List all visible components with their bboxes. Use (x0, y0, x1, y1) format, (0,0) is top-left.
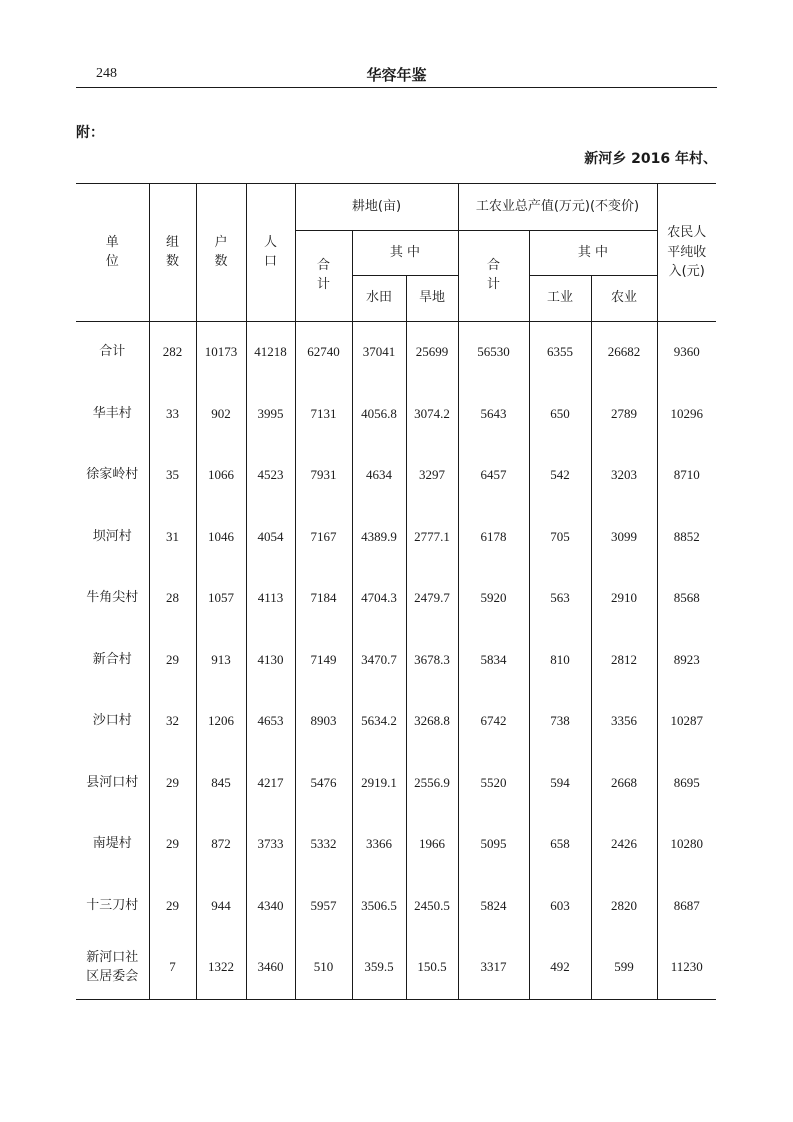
cell-output-total: 6178 (458, 507, 529, 569)
cell-groups: 29 (149, 876, 196, 938)
cell-unit: 华丰村 (76, 384, 149, 446)
header-groups: 组数 (149, 184, 196, 322)
cell-income: 11230 (657, 937, 716, 999)
cell-dry-land: 1966 (406, 814, 458, 876)
cell-industry: 594 (529, 753, 591, 815)
cell-paddy: 3470.7 (352, 630, 406, 692)
cell-farmland-total: 7184 (295, 568, 352, 630)
header-dry-land: 旱地 (406, 276, 458, 322)
table-row (76, 937, 716, 999)
cell-agriculture: 3356 (591, 691, 657, 753)
cell-groups: 33 (149, 384, 196, 446)
cell-dry-land: 3074.2 (406, 384, 458, 446)
cell-households: 1066 (196, 445, 246, 507)
cell-income: 8687 (657, 876, 716, 938)
cell-agriculture: 3203 (591, 445, 657, 507)
table-body (76, 322, 716, 1000)
cell-farmland-total: 5476 (295, 753, 352, 815)
table-row (76, 507, 716, 569)
cell-groups: 7 (149, 937, 196, 999)
cell-population: 4113 (246, 568, 295, 630)
table-row (76, 691, 716, 753)
header-agriculture: 农业 (591, 276, 657, 322)
cell-groups: 29 (149, 814, 196, 876)
cell-agriculture: 599 (591, 937, 657, 999)
cell-population: 4653 (246, 691, 295, 753)
table-row (76, 322, 716, 384)
cell-dry-land: 2479.7 (406, 568, 458, 630)
cell-agriculture: 2668 (591, 753, 657, 815)
cell-income: 10280 (657, 814, 716, 876)
cell-unit: 牛角尖村 (76, 568, 149, 630)
cell-dry-land: 150.5 (406, 937, 458, 999)
header-industry: 工业 (529, 276, 591, 322)
cell-unit: 合计 (76, 322, 149, 384)
cell-output-total: 6457 (458, 445, 529, 507)
table-row (76, 814, 716, 876)
cell-industry: 6355 (529, 322, 591, 384)
cell-unit: 沙口村 (76, 691, 149, 753)
cell-paddy: 5634.2 (352, 691, 406, 753)
cell-output-total: 5095 (458, 814, 529, 876)
cell-farmland-total: 510 (295, 937, 352, 999)
cell-dry-land: 3268.8 (406, 691, 458, 753)
cell-farmland-total: 7131 (295, 384, 352, 446)
cell-groups: 35 (149, 445, 196, 507)
cell-paddy: 3366 (352, 814, 406, 876)
cell-income: 8852 (657, 507, 716, 569)
header-farmland-of-which: 其 中 (352, 231, 458, 276)
cell-farmland-total: 8903 (295, 691, 352, 753)
village-statistics-table (76, 183, 716, 1000)
cell-agriculture: 2789 (591, 384, 657, 446)
cell-income: 8695 (657, 753, 716, 815)
cell-population: 3460 (246, 937, 295, 999)
cell-unit: 新河口社区居委会 (76, 937, 149, 999)
header-farmland: 耕地(亩) (295, 184, 458, 231)
cell-groups: 29 (149, 753, 196, 815)
cell-output-total: 5834 (458, 630, 529, 692)
cell-dry-land: 3678.3 (406, 630, 458, 692)
cell-output-total: 5643 (458, 384, 529, 446)
cell-households: 872 (196, 814, 246, 876)
cell-farmland-total: 7149 (295, 630, 352, 692)
cell-unit: 南堤村 (76, 814, 149, 876)
header-households: 户数 (196, 184, 246, 322)
cell-industry: 810 (529, 630, 591, 692)
cell-industry: 705 (529, 507, 591, 569)
header-output-of-which: 其 中 (529, 231, 657, 276)
cell-output-total: 6742 (458, 691, 529, 753)
running-title: 华容年鉴 (366, 66, 427, 84)
cell-population: 3733 (246, 814, 295, 876)
cell-industry: 563 (529, 568, 591, 630)
header-output-value: 工农业总产值(万元)(不变价) (458, 184, 657, 231)
cell-households: 10173 (196, 322, 246, 384)
cell-households: 944 (196, 876, 246, 938)
table-row (76, 445, 716, 507)
cell-households: 1322 (196, 937, 246, 999)
cell-industry: 492 (529, 937, 591, 999)
cell-paddy: 359.5 (352, 937, 406, 999)
cell-output-total: 3317 (458, 937, 529, 999)
cell-output-total: 5920 (458, 568, 529, 630)
cell-agriculture: 26682 (591, 322, 657, 384)
cell-population: 4217 (246, 753, 295, 815)
cell-paddy: 4056.8 (352, 384, 406, 446)
cell-farmland-total: 5957 (295, 876, 352, 938)
cell-farmland-total: 7931 (295, 445, 352, 507)
cell-population: 4340 (246, 876, 295, 938)
cell-dry-land: 2450.5 (406, 876, 458, 938)
cell-industry: 650 (529, 384, 591, 446)
cell-population: 41218 (246, 322, 295, 384)
cell-paddy: 3506.5 (352, 876, 406, 938)
table-row (76, 753, 716, 815)
cell-unit: 徐家岭村 (76, 445, 149, 507)
table-row (76, 568, 716, 630)
table-row (76, 876, 716, 938)
cell-unit: 县河口村 (76, 753, 149, 815)
cell-groups: 28 (149, 568, 196, 630)
table-header (76, 184, 716, 322)
header-farmland-total: 合计 (295, 231, 352, 322)
cell-industry: 658 (529, 814, 591, 876)
cell-population: 4054 (246, 507, 295, 569)
cell-households: 902 (196, 384, 246, 446)
table-caption: 新河乡 2016 年村、 (584, 151, 717, 167)
header-rule (76, 87, 717, 88)
cell-unit: 新合村 (76, 630, 149, 692)
cell-farmland-total: 62740 (295, 322, 352, 384)
cell-income: 8923 (657, 630, 716, 692)
cell-farmland-total: 5332 (295, 814, 352, 876)
header-output-total: 合计 (458, 231, 529, 322)
cell-dry-land: 2777.1 (406, 507, 458, 569)
header-income: 农民人平纯收入(元) (657, 184, 716, 322)
cell-households: 845 (196, 753, 246, 815)
cell-households: 1046 (196, 507, 246, 569)
header-population: 人口 (246, 184, 295, 322)
appendix-label: 附： (76, 125, 104, 141)
cell-agriculture: 3099 (591, 507, 657, 569)
cell-agriculture: 2426 (591, 814, 657, 876)
cell-groups: 31 (149, 507, 196, 569)
table-row (76, 630, 716, 692)
cell-groups: 29 (149, 630, 196, 692)
cell-farmland-total: 7167 (295, 507, 352, 569)
cell-groups: 32 (149, 691, 196, 753)
cell-agriculture: 2820 (591, 876, 657, 938)
cell-industry: 738 (529, 691, 591, 753)
header-unit: 单位 (76, 184, 149, 322)
cell-population: 3995 (246, 384, 295, 446)
page-number: 248 (96, 66, 117, 81)
cell-agriculture: 2812 (591, 630, 657, 692)
cell-income: 8710 (657, 445, 716, 507)
cell-agriculture: 2910 (591, 568, 657, 630)
table-row (76, 384, 716, 446)
cell-income: 8568 (657, 568, 716, 630)
cell-paddy: 37041 (352, 322, 406, 384)
cell-industry: 603 (529, 876, 591, 938)
cell-output-total: 5520 (458, 753, 529, 815)
cell-paddy: 4704.3 (352, 568, 406, 630)
cell-households: 913 (196, 630, 246, 692)
cell-households: 1057 (196, 568, 246, 630)
cell-industry: 542 (529, 445, 591, 507)
cell-unit: 十三刀村 (76, 876, 149, 938)
cell-income: 9360 (657, 322, 716, 384)
cell-output-total: 56530 (458, 322, 529, 384)
cell-dry-land: 3297 (406, 445, 458, 507)
cell-dry-land: 25699 (406, 322, 458, 384)
cell-households: 1206 (196, 691, 246, 753)
cell-income: 10296 (657, 384, 716, 446)
cell-income: 10287 (657, 691, 716, 753)
cell-dry-land: 2556.9 (406, 753, 458, 815)
cell-groups: 282 (149, 322, 196, 384)
cell-paddy: 2919.1 (352, 753, 406, 815)
cell-unit: 坝河村 (76, 507, 149, 569)
cell-paddy: 4634 (352, 445, 406, 507)
header-paddy: 水田 (352, 276, 406, 322)
cell-population: 4130 (246, 630, 295, 692)
cell-paddy: 4389.9 (352, 507, 406, 569)
cell-population: 4523 (246, 445, 295, 507)
cell-output-total: 5824 (458, 876, 529, 938)
